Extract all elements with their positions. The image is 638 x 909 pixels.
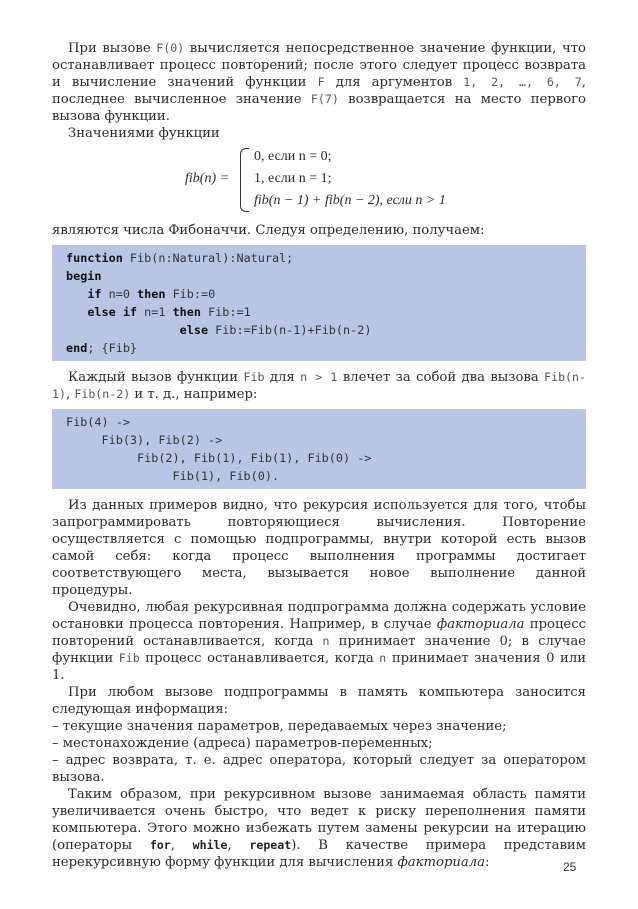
keyword: else if [87,305,138,319]
trace-line: Fib(3), Fib(2) -> [66,433,223,447]
text: , [227,838,250,853]
text: процесс останавливается, когда [139,651,380,666]
text: для аргументов [324,75,464,90]
keyword-inline: while [192,838,228,852]
code-inline: n [322,634,330,648]
code-inline: 1, 2, …, 6, 7 [463,75,582,89]
code-text: Fib:=0 [165,287,216,301]
text: Таким образом, при рекурсивном вызове занимаемая область памяти увеличивается очень быстро, что ведет к риску переполнения памяти компьютера. Этого можно избежать путем замены рекурсии на итерацию (операторы [52,787,586,853]
text: влечет за собой два вызова [337,370,545,385]
paragraph-iteration [52,786,586,871]
formula-case-1: 1, если n = 1; [254,171,332,186]
code-text: Fib(n:Natural):Natural; [122,251,294,265]
text: Очевидно, любая рекурсивная подпрограмма должна содержать условие остановки процесса повторения. Например, в случае [52,600,586,632]
text: Каждый вызов функции [68,370,244,385]
formula-case-0: 0, если n = 0; [254,149,332,164]
emphasis: факториала [436,617,525,632]
code-inline: Fib [118,651,140,665]
fibonacci-formula [52,146,586,214]
code-inline: Fib(n-1) [52,370,586,401]
formula-lhs: fib(n) = [185,171,230,186]
code-text: ; {Fib} [87,341,138,355]
code-inline: n > 1 [300,370,338,384]
keyword-inline: repeat [249,838,292,852]
keyword: then [172,305,201,319]
text: , последнее вычисленное значение [52,75,586,107]
trace-line: Fib(1), Fib(0). [66,469,280,483]
code-inline: F [317,75,325,89]
paragraph-stop-condition [52,599,586,684]
page-number: 25 [563,860,577,874]
code-inline: Fib [243,370,265,384]
keyword: end [66,341,88,355]
text: для [264,370,301,385]
code-inline: F(0) [156,41,185,55]
text: ). В качестве примера представим нерекурсивную форму функции для вычисления [52,838,586,870]
paragraph-fibonacci-intro: являются числа Фибоначчи. Следуя определению, получаем: [52,223,485,238]
text: возвращается на место первого вызова функции. [52,92,586,124]
text: вычисляется непосредственное значение функции, что останавливает процесс повторений; после этого следует процесс возврата и вычисление значений функции [52,41,586,90]
code-text: n=1 [137,305,173,319]
text: процесс повторений останавливается, когда [52,617,587,649]
list-item: – местонахождение (адреса) параметров-переменных; [52,736,433,751]
code-block-fib-function [52,245,586,361]
code-block-fib-trace [52,409,586,489]
text: При вызове [68,41,157,56]
text: : [485,855,490,870]
paragraph-recursion-purpose: Из данных примеров видно, что рекурсия используется для того, чтобы запрограммировать повторяющиеся вычисления. Повторение осуществляется с помощью подпрограммы, внутри которой есть вызов самой себя: когда процесс выполнения программы достигает соответствующего места, вызывается новое выполнение данной процедуры. [52,498,586,598]
keyword-inline: for [149,838,171,852]
keyword: function [66,251,123,265]
trace-line: Fib(2), Fib(1), Fib(1), Fib(0) -> [66,451,372,465]
code-inline: n [379,651,387,665]
paragraph-f0-call [52,40,586,125]
code-inline: F(7) [310,92,339,106]
keyword: then [137,287,166,301]
trace-line: Fib(4) -> [66,415,130,429]
text: и т. д., например: [130,387,258,402]
text: принимает значение 0; в случае функции [52,634,586,666]
keyword: begin [66,269,102,283]
paragraph-memory-info: При любом вызове подпрограммы в память компьютера заносится следующая информация: [52,685,586,717]
paragraph-fib-calls [52,369,586,403]
formula-brace [240,148,249,212]
list-item: – текущие значения параметров, передаваемых через значение; [52,719,507,734]
code-inline: Fib(n-2) [74,387,131,401]
paragraph-fib-values: Значениями функции [68,126,220,141]
list-item: – адрес возврата, т. е. адрес оператора, который следует за оператором вызова. [52,753,586,785]
page-content [52,40,586,871]
keyword: if [87,287,102,301]
text: , [170,838,193,853]
emphasis: факториала [397,855,486,870]
code-text: Fib:=Fib(n-1)+Fib(n-2) [208,323,372,337]
text: , [65,387,75,402]
code-text: Fib:=1 [200,305,251,319]
text: принимает значения 0 или 1. [52,651,586,683]
formula-case-recursive: fib(n − 1) + fib(n − 2), если n > 1 [254,193,446,208]
keyword: else [179,323,209,337]
code-text: n=0 [101,287,138,301]
